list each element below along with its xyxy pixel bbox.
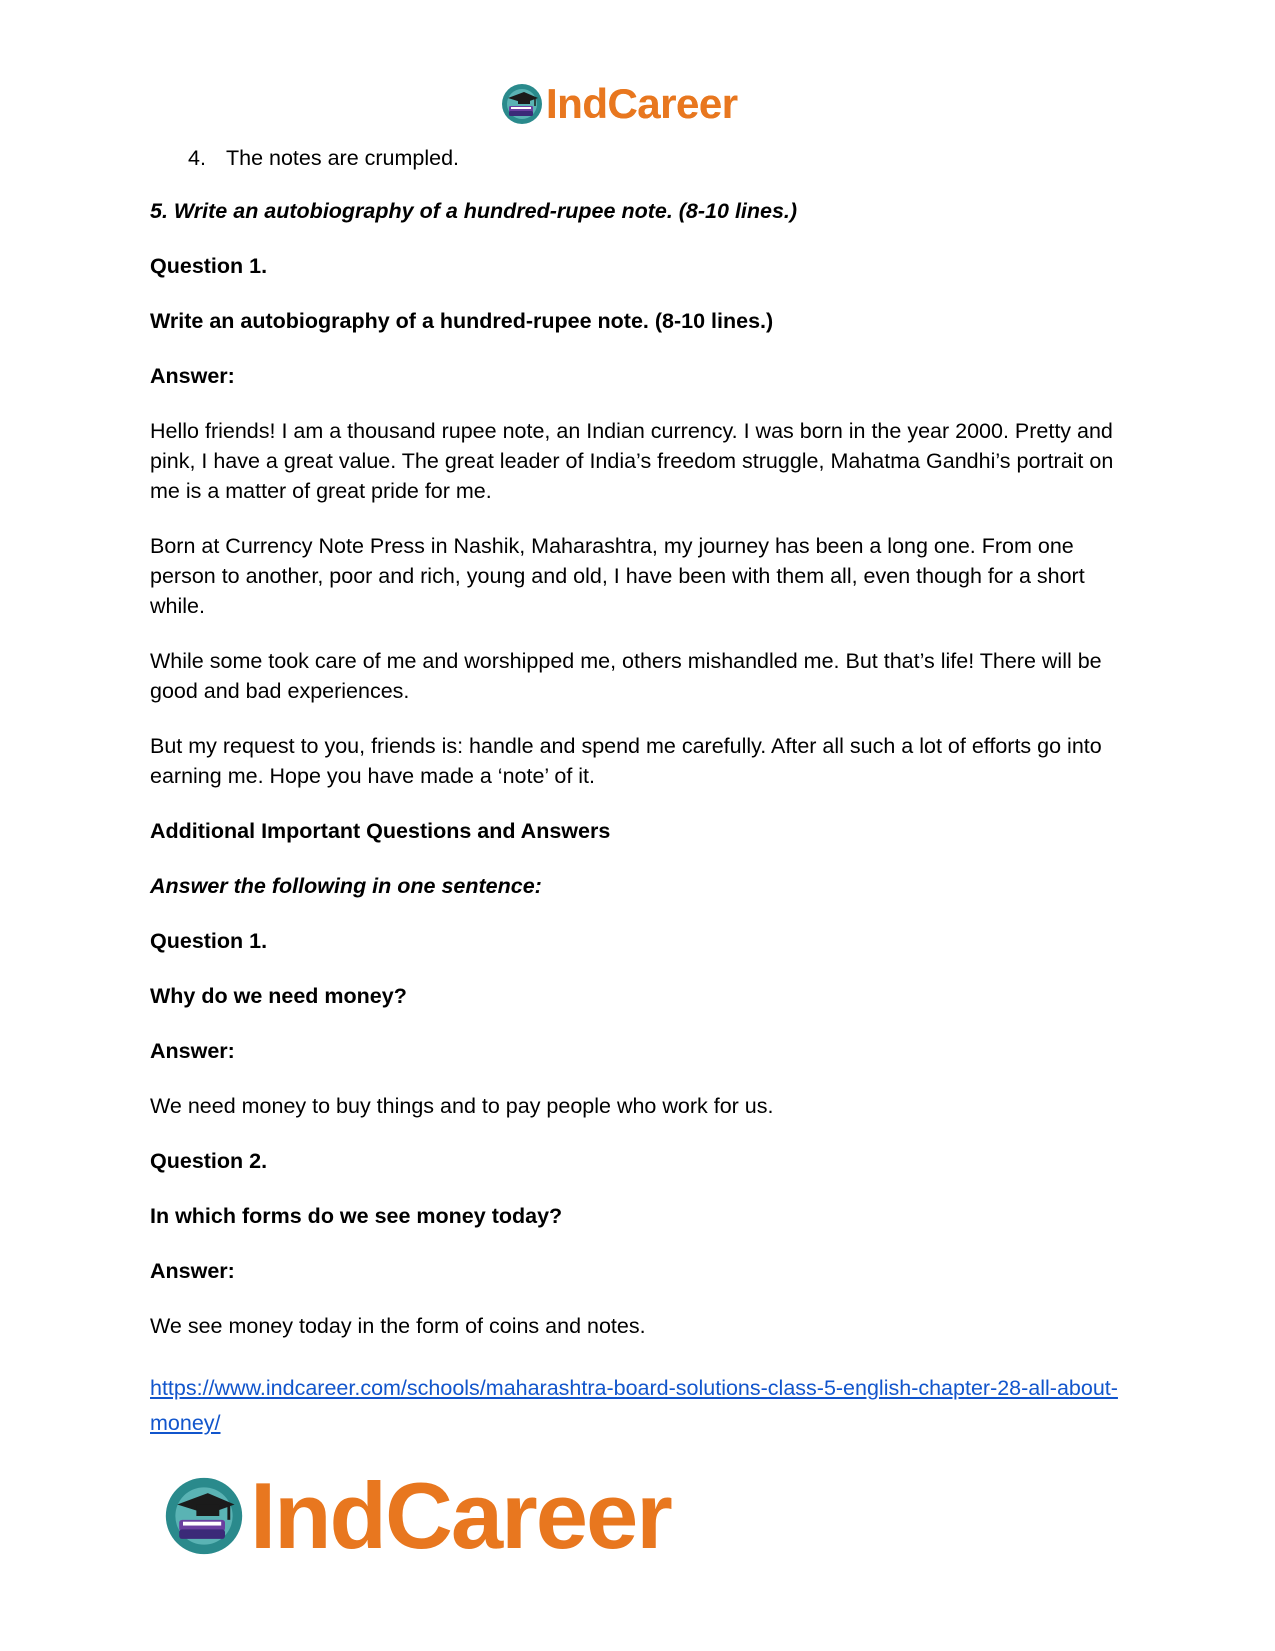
source-link[interactable]: https://www.indcareer.com/schools/maharashtra-board-solutions-class-5-english-chapter-28-all-about-money/ [150,1376,1118,1435]
main-content [150,143,1130,1441]
additional-heading: Additional Important Questions and Answers [150,819,611,843]
question-text: Why do we need money? [150,984,407,1008]
answer-paragraph-2: Born at Currency Note Press in Nashik, Maharashtra, my journey has been a long one. From one person to another, poor and rich, young and old, I have been with them all, even though for a short while. [150,534,1085,618]
answer-label: Answer: [150,364,235,388]
question-label: Question 1. [150,254,268,278]
header-logo [500,80,738,128]
answer-text: We need money to buy things and to pay people who work for us. [150,1094,774,1118]
answer-label: Answer: [150,1259,235,1283]
list-item [188,143,1130,173]
footer-logo [162,1463,671,1568]
section-heading: 5. Write an autobiography of a hundred-rupee note. (8-10 lines.) [150,199,798,223]
list-text: The notes are crumpled. [226,146,460,170]
answer-paragraph-3: While some took care of me and worshipped me, others mishandled me. But that’s life! There will be good and bad experiences. [150,649,1102,703]
graduation-book-icon [162,1474,246,1558]
instruction-text: Answer the following in one sentence: [150,874,542,898]
question-text: Write an autobiography of a hundred-rupee note. (8-10 lines.) [150,309,774,333]
question-label: Question 1. [150,929,268,953]
question-text: In which forms do we see money today? [150,1204,563,1228]
logo-text: IndCareer [250,1463,671,1568]
answer-text: We see money today in the form of coins and notes. [150,1314,646,1338]
list-number: 4. [188,146,206,170]
answer-paragraph-4: But my request to you, friends is: handle and spend me carefully. After all such a lot of efforts go into earning me. Hope you have made a ‘note’ of it. [150,734,1102,788]
logo-text: IndCareer [546,80,738,127]
answer-paragraph-1: Hello friends! I am a thousand rupee note, an Indian currency. I was born in the year 2000. Pretty and pink, I have a great value. The great leader of India’s freedom struggle, Mahatma Gandhi’s portrait on me is a matter of great pride for me. [150,419,1114,503]
question-label: Question 2. [150,1149,268,1173]
graduation-book-icon [500,82,544,126]
answer-label: Answer: [150,1039,235,1063]
